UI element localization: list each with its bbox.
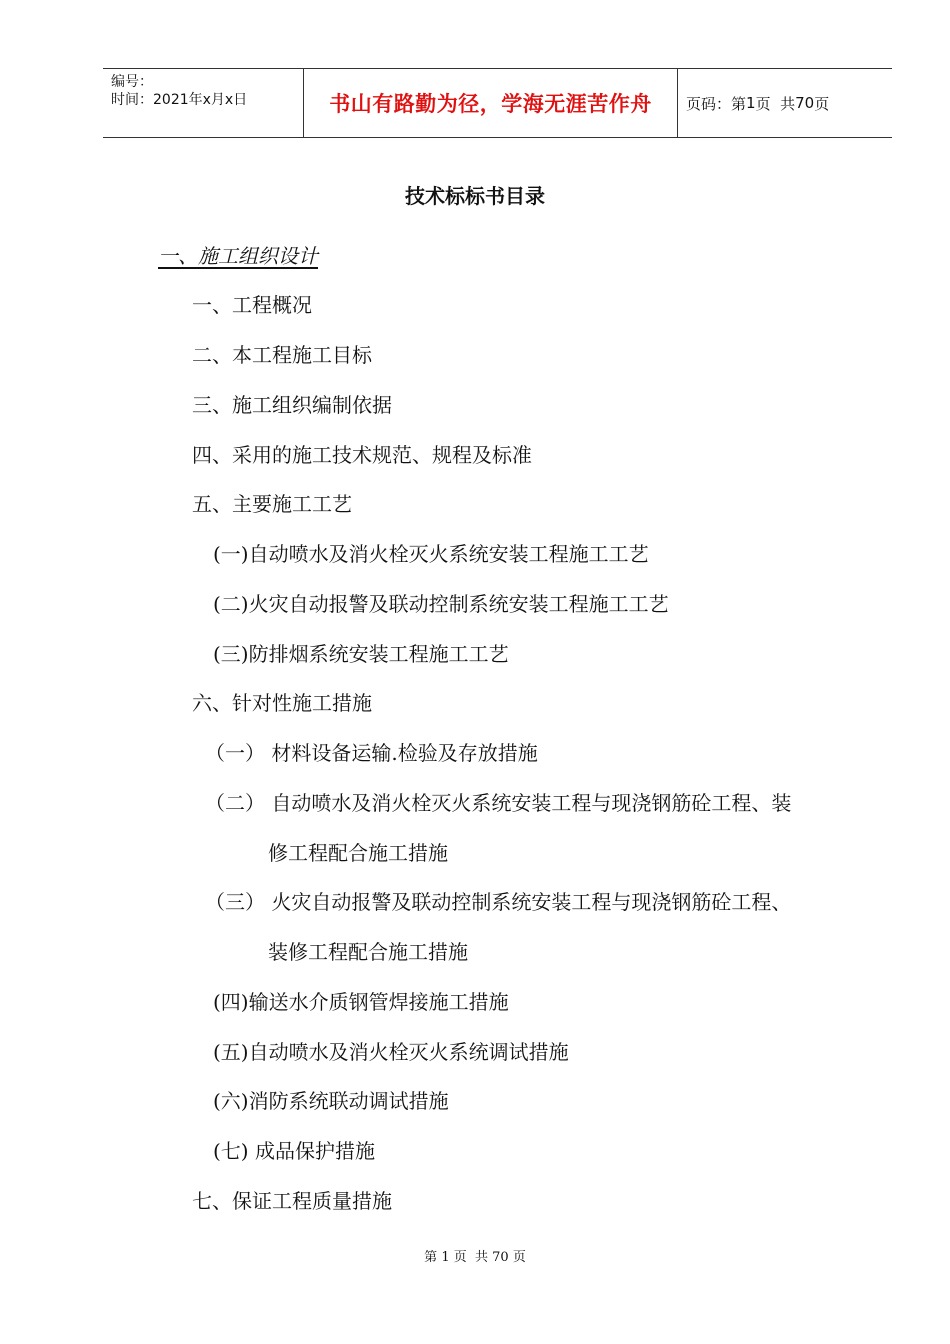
toc-subitem[interactable]: (三)防排烟系统安装工程施工工艺 [213,642,509,666]
toc-item[interactable]: 六、针对性施工措施 [192,691,372,715]
toc-subitem[interactable]: （三） 火灾自动报警及联动控制系统安装工程与现浇钢筋砼工程、 [205,890,792,914]
toc-subitem[interactable]: (二)火灾自动报警及联动控制系统安装工程施工工艺 [213,592,669,616]
toc-item[interactable]: 三、施工组织编制依据 [192,393,392,417]
toc-item[interactable]: 五、主要施工工艺 [192,492,352,516]
toc-subitem[interactable]: (五)自动喷水及消火栓灭火系统调试措施 [213,1040,569,1064]
toc-item[interactable]: 二、本工程施工目标 [192,343,372,367]
header-motto: 书山有路勤为径，学海无涯苦作舟 [304,69,678,137]
page-mid: 页 共 [755,94,796,113]
page-footer [0,1246,950,1265]
footer-prefix: 第 [424,1250,438,1265]
toc-subitem[interactable]: （二） 自动喷水及消火栓灭火系统安装工程与现浇钢筋砼工程、装 [205,791,792,815]
toc-subitem-continuation: 修工程配合施工措施 [268,841,448,865]
header-meta [103,69,304,137]
toc-subitem[interactable]: （一） 材料设备运输.检验及存放措施 [205,741,538,765]
toc-subitem[interactable]: (七) 成品保护措施 [213,1139,375,1163]
document-date: 时间：2021年x月x日 [111,92,248,108]
footer-mid: 页 共 [453,1250,488,1265]
footer-total: 70 [492,1250,509,1265]
footer-page-number: 1 [441,1250,450,1265]
toc-subitem-continuation: 装修工程配合施工措施 [268,940,468,964]
toc-item[interactable]: 一、工程概况 [192,293,312,317]
footer-suffix: 页 [512,1250,526,1265]
toc-subitem[interactable]: (六)消防系统联动调试措施 [213,1089,449,1113]
document-title: 技术标标书目录 [405,184,545,208]
toc-section-heading[interactable]: 一、施工组织设计 [158,244,318,268]
page-number: 1 [746,94,756,112]
page-total: 70 [795,94,815,112]
toc-subitem[interactable]: (四)输送水介质钢管焊接施工措施 [213,990,509,1014]
page-header [103,68,892,138]
document-number-label: 编号： [111,74,153,90]
toc-subitem[interactable]: (一)自动喷水及消火栓灭火系统安装工程施工工艺 [213,542,649,566]
header-page-info [678,69,892,137]
page-suffix: 页 [814,94,830,113]
toc-item[interactable]: 四、采用的施工技术规范、规程及标准 [192,443,532,467]
toc-item[interactable]: 七、保证工程质量措施 [192,1189,392,1213]
page-prefix: 页码：第 [686,94,747,113]
